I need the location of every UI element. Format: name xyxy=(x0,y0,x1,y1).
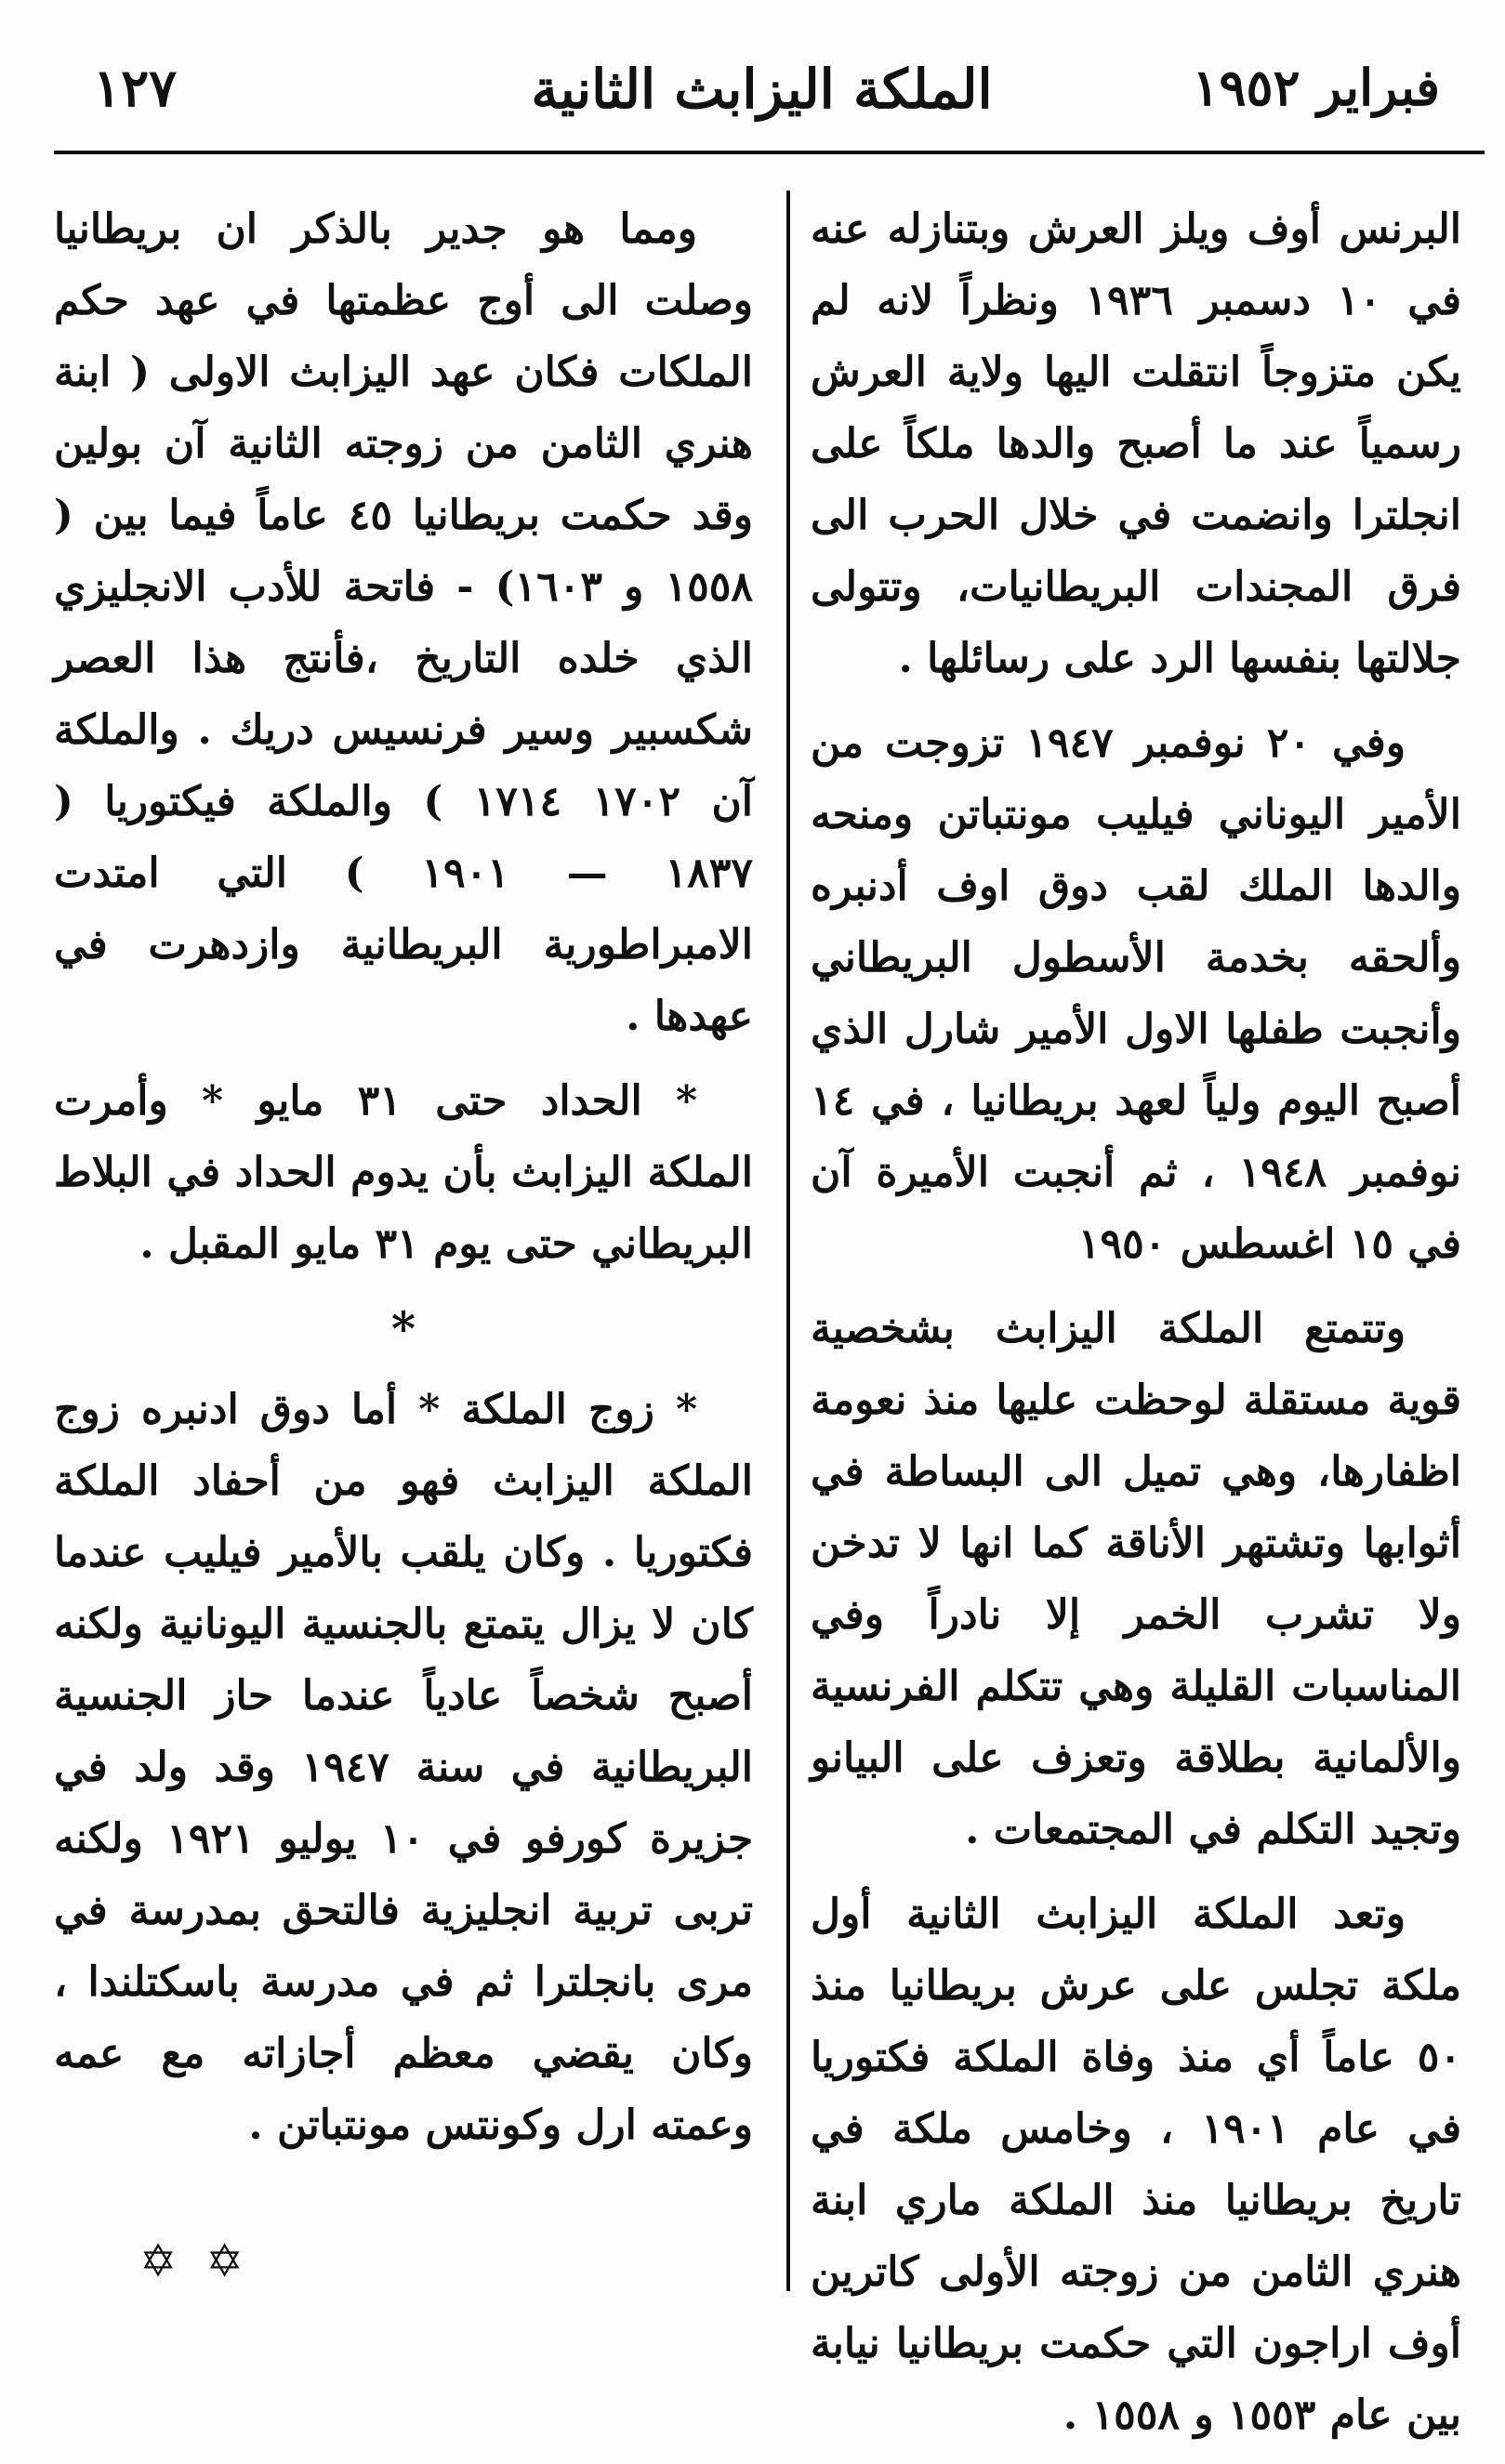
header-rule xyxy=(54,151,1485,154)
column-divider xyxy=(786,191,790,2291)
header-title: الملكة اليزابث الثانية xyxy=(531,58,993,121)
section-asterisk: * xyxy=(390,1301,416,1356)
header-date: فبراير ١٩٥٢ xyxy=(1192,58,1440,117)
right-paragraph-4: وتعد الملكة اليزابث الثانية أول ملكة تجلس على عرش بريطانيا منذ ٥٠ عاماً أي منذ وفاة الملكة فكتوريا في عام ١٩٠١ ، وخامس ملكة في تاريخ بريطانيا منذ الملكة ماري ابنة هنري الثامن من زوجته الأولى كاترين أوف اراجون التي حكمت بريطانيا نيابة بين عام ١٥٥٣ و ١٥٥٨ . xyxy=(811,1891,1461,2439)
footer-stars: ✡ ✡ xyxy=(139,2235,251,2287)
left-paragraph-1: ومما هو جدير بالذكر ان بريطانيا وصلت الى أوج عظمتها في عهد حكم الملكات فكان عهد اليزابث الاولى ( ابنة هنري الثامن من زوجته الثانية آن بولين وقد حكمت بريطانيا ٤٥ عاماً فيما بين ( ١٥٥٨ و ١٦٠٣) - فاتحة للأدب الانجليزي الذي خلده التاريخ ،فأنتج هذا العصر شكسبير وسير فرنسيس دريك . والملكة آن ١٧٠٢ ١٧١٤ ) والملكة فيكتوريا ( ١٨٣٧ — ١٩٠١ ) التي امتدت الامبراطورية البريطانية وازدهرت في عهدها . xyxy=(54,205,754,1040)
left-paragraph-husband: * زوج الملكة * أما دوق ادنبره زوج الملكة اليزابث فهو من أحفاد الملكة فكتوريا . وكان يلقب بالأمير فيليب عندما كان لا يزال يتمتع بالجنسية اليونانية ولكنه أصبح شخصاً عادياً عندما حاز الجنسية البريطانية في سنة ١٩٤٧ وقد ولد في جزيرة كورفو في ١٠ يوليو ١٩٢١ ولكنه تربى تربية انجليزية فالتحق بمدرسة في مرى بانجلترا ثم في مدرسة باسكتلندا ، وكان يقضي معظم أجازاته مع عمه وعمته ارل وكونتس مونتباتن . xyxy=(54,1386,754,2149)
right-paragraph-2: وفي ٢٠ نوفمبر ١٩٤٧ تزوجت من الأمير اليوناني فيليب مونتباتن ومنحه والدها الملك لقب دوق اوف أدنبره وألحقه بخدمة الأسطول البريطاني وأنجبت طفلها الاول الأمير شارل الذي أصبح اليوم ولياً لعهد بريطانيا ، في ١٤ نوفمبر ١٩٤٨ ، ثم أنجبت الأميرة آن في ١٥ اغسطس ١٩٥٠ xyxy=(811,719,1461,1268)
right-paragraph-1: البرنس أوف ويلز العرش وبتنازله عنه في ١٠ دسمبر ١٩٣٦ ونظراً لانه لم يكن متزوجاً انتقلت اليها ولاية العرش رسمياً عند ما أصبح والدها ملكاً على انجلترا وانضمت في خلال الحرب الى فرق المجندات البريطانيات، وتتولى جلالتها بنفسها الرد على رسائلها . xyxy=(811,205,1461,682)
right-paragraph-3: وتتمتع الملكة اليزابث بشخصية قوية مستقلة لوحظت عليها منذ نعومة اظفارها، وهي تميل الى البساطة في أثوابها وتشتهر الأناقة كما انها لا تدخن ولا تشرب الخمر إلا نادراً وفي المناسبات القليلة وهي تتكلم الفرنسية والألمانية بطلاقة وتعزف على البيانو وتجيد التكلم في المجتمعات . xyxy=(811,1305,1461,1853)
left-column xyxy=(54,193,753,2174)
page-header xyxy=(56,58,1468,132)
page-number: ١٢٧ xyxy=(93,58,178,119)
left-paragraph-mourning: * الحداد حتى ٣١ مايو * وأمرت الملكة اليزابث بأن يدوم الحداد في البلاط البريطاني حتى يوم ٣١ مايو المقبل . xyxy=(54,1077,753,1268)
right-column xyxy=(811,193,1461,2464)
